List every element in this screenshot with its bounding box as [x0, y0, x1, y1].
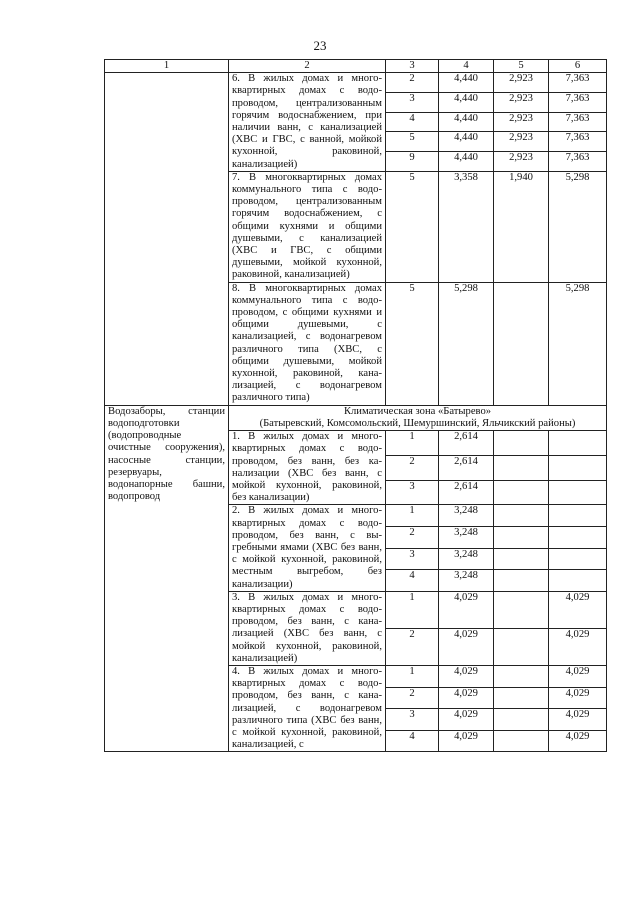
value-cell [494, 431, 549, 456]
floors-cell: 3 [386, 92, 439, 112]
norm-description: 4. В жилых домах и многоквартирных домах с водопроводом, без ванн, с канализацией, с водонагревом различного типа (ХВС без ванн, с мойкой кухонной, раковиной, канализацией, с [229, 665, 386, 751]
floors-cell: 2 [386, 687, 439, 709]
value-cell [549, 526, 607, 548]
value-cell: 7,363 [549, 152, 607, 172]
value-cell: 2,923 [494, 132, 549, 152]
value-cell: 3,248 [439, 548, 494, 570]
floors-cell: 2 [386, 526, 439, 548]
value-cell [494, 665, 549, 687]
floors-cell: 2 [386, 455, 439, 480]
norm-description: 1. В жилых домах и многоквартирных домах с водопроводом, без ванн, без канализации (ХВС без ванн, с мойкой кухонной, раковиной, без канализации) [229, 431, 386, 505]
header-cell: 2 [229, 60, 386, 73]
floors-cell: 2 [386, 628, 439, 665]
value-cell: 3,248 [439, 570, 494, 592]
value-cell [494, 505, 549, 527]
value-cell [494, 526, 549, 548]
value-cell: 4,440 [439, 92, 494, 112]
floors-cell: 2 [386, 73, 439, 93]
value-cell: 2,614 [439, 455, 494, 480]
page-number: 23 [313, 38, 327, 53]
value-cell [549, 455, 607, 480]
value-cell: 4,029 [439, 687, 494, 709]
value-cell: 4,029 [549, 709, 607, 731]
floors-cell: 3 [386, 548, 439, 570]
value-cell: 5,298 [549, 282, 607, 405]
norm-description: 2. В жилых домах и многоквартирных домах с водопроводом, без ванн, с выгребными ямами (ХВС без ванн, с мойкой кухонной, раковиной, местным выгребом, без канализации) [229, 505, 386, 591]
zone-title: Климатическая зона «Батырево» [343, 405, 492, 417]
value-cell [494, 591, 549, 628]
value-cell: 2,923 [494, 73, 549, 93]
value-cell [494, 730, 549, 752]
value-cell: 1,940 [494, 171, 549, 282]
value-cell [494, 548, 549, 570]
header-cell: 1 [105, 60, 229, 73]
value-cell: 5,298 [439, 282, 494, 405]
floors-cell: 1 [386, 665, 439, 687]
header-cell: 6 [549, 60, 607, 73]
floors-cell: 1 [386, 505, 439, 527]
value-cell [494, 480, 549, 505]
value-cell: 5,298 [549, 171, 607, 282]
value-cell: 4,029 [439, 665, 494, 687]
header-cell: 4 [439, 60, 494, 73]
value-cell [494, 282, 549, 405]
value-cell: 4,029 [439, 628, 494, 665]
value-cell: 4,440 [439, 112, 494, 132]
norm-description: 7. В многоквартирных домах коммунального типа с водопроводом, централизованным горячим водоснабжением, с общими кухнями и общими душевыми, с канализацией (ХВС и ГВС, с общими душевыми, мойкой кухонной, раковиной, канализацией) [229, 171, 386, 282]
value-cell: 2,923 [494, 152, 549, 172]
category-cell: Водозаборы, станции водоподготовки (водопроводные очистные сооружения), насосные станции, резервуары, водонапорные башни, водопровод [105, 405, 229, 752]
value-cell [494, 709, 549, 731]
floors-cell: 4 [386, 730, 439, 752]
value-cell: 4,029 [549, 730, 607, 752]
floors-cell: 5 [386, 132, 439, 152]
value-cell: 7,363 [549, 73, 607, 93]
value-cell: 4,029 [549, 665, 607, 687]
floors-cell: 1 [386, 431, 439, 456]
floors-cell: 4 [386, 112, 439, 132]
value-cell: 4,440 [439, 73, 494, 93]
empty-category-cell [105, 73, 229, 405]
tariff-table [104, 59, 607, 752]
norm-description: 6. В жилых домах и многоквартирных домах с водопроводом, централизованным горячим водоснабжением, при наличии ванн, с канализацией (ХВС и ГВС, с ванной, мойкой кухонной, раковиной, канализацией) [229, 73, 386, 172]
floors-cell: 1 [386, 591, 439, 628]
floors-cell: 5 [386, 282, 439, 405]
zone-regions: (Батыревский, Комсомольский, Шемуршинский, Яльчикский районы) [259, 417, 576, 429]
norm-description: 3. В жилых домах и многоквартирных домах с водопроводом, без ванн, с канализацией (ХВС без ванн, с мойкой кухонной, раковиной, канализацией) [229, 591, 386, 665]
value-cell [549, 431, 607, 456]
value-cell [494, 570, 549, 592]
value-cell: 3,358 [439, 171, 494, 282]
floors-cell: 9 [386, 152, 439, 172]
value-cell: 2,923 [494, 112, 549, 132]
value-cell: 2,614 [439, 431, 494, 456]
header-row [105, 60, 607, 73]
header-cell: 5 [494, 60, 549, 73]
floors-cell: 4 [386, 570, 439, 592]
floors-cell: 5 [386, 171, 439, 282]
value-cell: 3,248 [439, 505, 494, 527]
value-cell: 7,363 [549, 112, 607, 132]
zone-header [229, 405, 607, 430]
header-cell: 3 [386, 60, 439, 73]
value-cell: 4,440 [439, 152, 494, 172]
value-cell [494, 687, 549, 709]
value-cell [549, 548, 607, 570]
value-cell: 4,029 [549, 591, 607, 628]
table-row [105, 73, 607, 93]
value-cell [549, 480, 607, 505]
value-cell: 3,248 [439, 526, 494, 548]
value-cell: 2,614 [439, 480, 494, 505]
value-cell [494, 628, 549, 665]
value-cell [494, 455, 549, 480]
value-cell [549, 505, 607, 527]
value-cell [549, 570, 607, 592]
floors-cell: 3 [386, 480, 439, 505]
value-cell: 4,440 [439, 132, 494, 152]
value-cell: 2,923 [494, 92, 549, 112]
value-cell: 7,363 [549, 132, 607, 152]
floors-cell: 3 [386, 709, 439, 731]
norm-description: 8. В многоквартирных домах коммунального типа с водопроводом, с общими кухнями и общими душевыми, с канализацией, с водонагревом различного типа (ХВС, с общими душевыми, мойкой кухонной, раковиной, канализацией, с водонагревом различного типа) [229, 282, 386, 405]
value-cell: 4,029 [439, 709, 494, 731]
value-cell: 4,029 [549, 628, 607, 665]
value-cell: 4,029 [549, 687, 607, 709]
value-cell: 4,029 [439, 730, 494, 752]
zone-row [105, 405, 607, 430]
value-cell: 7,363 [549, 92, 607, 112]
value-cell: 4,029 [439, 591, 494, 628]
